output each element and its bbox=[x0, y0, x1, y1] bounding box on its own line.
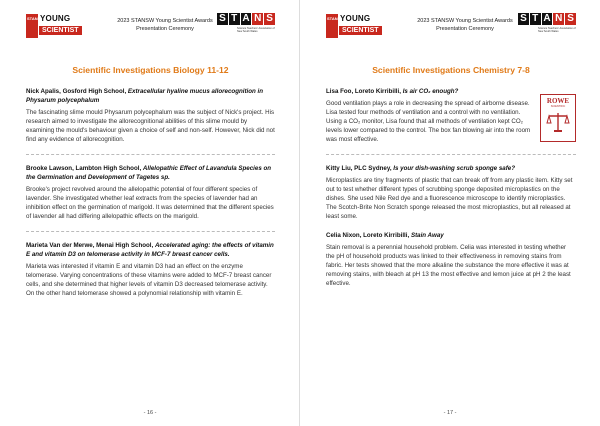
entry-body: Stain removal is a perennial household problem. Celia was interested in testing whether the pH of household products was linked to their effectiveness in removing stains from fabric. Her tests showed that the more alkaline the substance the more effective it was at removing stains, with bleach at pH 13 the most effective and lemon juice at pH 2 the least effective. bbox=[326, 244, 571, 287]
entry-body: Microplastics are tiny fragments of plastic that can break off from any plastic item. Kitty set out to test whether different types of scrubbing sponge deposited microplastics on the dishes. She used Nile Red dye and a fluorescence microscope to identify microplastics. The Scotch-Brite Non Scratch sponge released the most microplastics, but all released at least some. bbox=[326, 177, 573, 220]
divider bbox=[26, 154, 275, 155]
entry-heading: Brooke Lawson, Lambton High School, Allelopathic Effect of Lavandula Species on the Germination and Development of Tagetes sp. bbox=[26, 165, 272, 181]
event-title: 2023 STANSW Young Scientist Awards Presentation Ceremony bbox=[117, 18, 213, 32]
young-scientist-logo: STANSW YOUNG SCIENTIST bbox=[26, 14, 94, 38]
page-number: - 17 - bbox=[443, 410, 457, 416]
section-title: Scientific Investigations Chemistry 7-8 bbox=[372, 65, 530, 75]
entry-heading: Nick Apalis, Gosford High School, Extracellular hyaline mucus allorecognition in Physarum polycephalum bbox=[26, 88, 264, 104]
section-title: Scientific Investigations Biology 11-12 bbox=[72, 65, 229, 75]
divider bbox=[326, 154, 576, 155]
entry bbox=[26, 241, 275, 298]
stansw-logo: S T A N S Science Teachers' Association of New South Wales bbox=[518, 13, 576, 39]
page-header bbox=[26, 10, 275, 48]
entry-body: Brooke's project revolved around the allelopathic potential of four different species of lavender. She investigated whether leaf extracts from the species of lavender had an inhibition effect on the germination of marigold. It was determined that the different species of lavender all had differing allelopathic effects on the marigold. bbox=[26, 186, 274, 220]
young-scientist-logo: STANSW YOUNG SCIENTIST bbox=[326, 14, 394, 38]
entry bbox=[326, 164, 576, 221]
sponsor-logo: ROWE SCIENTIFIC bbox=[540, 94, 576, 142]
stansw-logo: S T A N S Science Teachers' Association of New South Wales bbox=[217, 13, 275, 39]
event-title: 2023 STANSW Young Scientist Awards Presentation Ceremony bbox=[417, 18, 513, 32]
entry bbox=[326, 87, 576, 144]
entry-body: Good ventilation plays a role in decreasing the spread of airborne disease. Lisa tested four methods of ventilation and a control with no ventilation. Using a CO₂ monitor, Lisa found that all methods of ventilation kept CO₂ levels lower compared to the control. The box fan blowing air into the room was most effective. bbox=[326, 100, 531, 143]
divider bbox=[26, 231, 275, 232]
entry bbox=[326, 231, 576, 288]
entry-heading: Marieta Van der Merwe, Menai High School, Accelerated aging: the effects of vitamin E and vitamin D3 on telomerase activity in MCF-7 breast cancer cells. bbox=[26, 242, 274, 258]
page-number: - 16 - bbox=[143, 410, 157, 416]
entry bbox=[26, 87, 275, 144]
page-header bbox=[326, 10, 576, 48]
entry bbox=[26, 164, 275, 221]
entry-heading: Celia Nixon, Loreto Kirribilli, Stain Away bbox=[326, 232, 444, 239]
entry-heading: Kitty Liu, PLC Sydney, Is your dish-washing scrub sponge safe? bbox=[326, 165, 516, 172]
entry-body: The fascinating slime mould Physarum polycephalum was the subject of Nick's project. His research aimed to investigate the allorecognitional abilities of this slime mould by examining the mould's behaviour given a choice of self and non-self. However, Nick did not find any evidence of allorecognition. bbox=[26, 109, 275, 143]
page-right bbox=[300, 0, 600, 426]
entry-body: Marieta was interested if vitamin E and vitamin D3 had an effect on the enzyme telomerase. Varying concentrations of these vitamins were added to MCF-7 breast cancer cells, and she determined that higher levels of vitamin D3 decreased telomerase activity. On the other hand telomerase showed a polynomial relationship with vitamin E. bbox=[26, 263, 272, 297]
entry-heading: Lisa Foo, Loreto Kirribilli, Is air CO₂ enough? bbox=[326, 88, 459, 95]
scales-icon bbox=[546, 110, 570, 134]
